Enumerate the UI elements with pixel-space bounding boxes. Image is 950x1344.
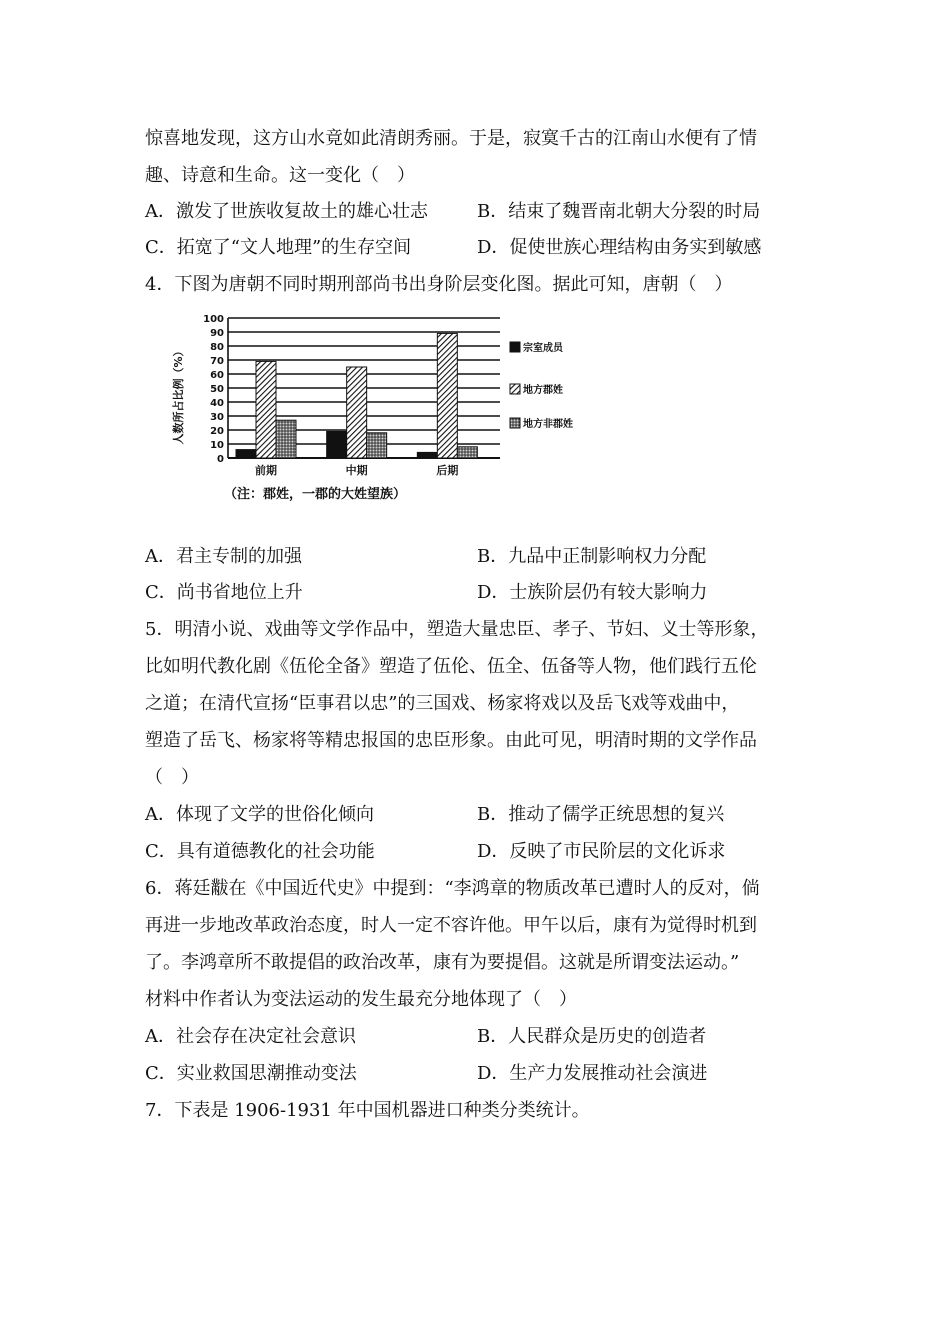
bar-1-0 xyxy=(327,431,347,458)
y-tick-label: 0 xyxy=(217,454,224,465)
q4-stem: 4．下图为唐朝不同时期刑部尚书出身阶层变化图。据此可知，唐朝（ ） xyxy=(145,274,733,295)
q6-option-a: A．社会存在决定社会意识 xyxy=(145,1026,356,1047)
q4-option-b: B．九品中正制影响权力分配 xyxy=(477,546,707,567)
q5-stem-line-3: 之道；在清代宣扬“臣事君以忠”的三国戏、杨家将戏以及岳飞戏等戏曲中， xyxy=(145,693,740,714)
q5-stem-line-2: 比如明代教化剧《伍伦全备》塑造了伍伦、伍全、伍备等人物，他们践行五伦 xyxy=(145,656,757,677)
bar-2-1 xyxy=(437,333,457,458)
y-tick-label: 30 xyxy=(210,412,224,423)
q6-stem-line-4: 材料中作者认为变法运动的发生最充分地体现了（ ） xyxy=(145,989,577,1010)
bar-2-0 xyxy=(417,452,437,458)
y-tick-label: 70 xyxy=(210,356,224,367)
legend-swatch xyxy=(510,418,520,428)
q6-option-b: B．人民群众是历史的创造者 xyxy=(477,1026,707,1047)
q5-option-b: B．推动了儒学正统思想的复兴 xyxy=(477,804,725,825)
legend-swatch xyxy=(510,342,520,352)
q3-option-b: B．结束了魏晋南北朝大分裂的时局 xyxy=(477,201,761,222)
bar-0-1 xyxy=(256,361,276,458)
q6-option-d: D．生产力发展推动社会演进 xyxy=(477,1063,708,1084)
q5-option-d: D．反映了市民阶层的文化诉求 xyxy=(477,841,726,862)
legend-label: 地方郡姓 xyxy=(523,385,563,396)
q4-option-a: A．君主专制的加强 xyxy=(145,546,302,567)
q3-stem-line-1: 惊喜地发现，这方山水竟如此清朗秀丽。于是，寂寞千古的江南山水便有了情 xyxy=(145,128,757,149)
chart-svg xyxy=(170,310,600,510)
q5-stem-line-5: （ ） xyxy=(145,767,199,788)
y-tick-label: 20 xyxy=(210,426,224,437)
q5-option-c: C．具有道德教化的社会功能 xyxy=(145,841,375,862)
y-tick-label: 90 xyxy=(210,328,224,339)
q6-option-c: C．实业救国思潮推动变法 xyxy=(145,1063,357,1084)
legend-label: 地方非郡姓 xyxy=(523,419,573,430)
x-tick-label: 中期 xyxy=(345,464,368,477)
x-tick-label: 后期 xyxy=(436,464,459,477)
q7-stem: 7．下表是 1906-1931 年中国机器进口种类分类统计。 xyxy=(145,1100,590,1121)
legend-swatch xyxy=(510,384,520,394)
q3-option-d: D．促使世族心理结构由务实到敏感 xyxy=(477,237,762,258)
q5-option-a: A．体现了文学的世俗化倾向 xyxy=(145,804,374,825)
q6-stem-line-2: 再进一步地改革政治态度，时人一定不容许他。甲午以后，康有为觉得时机到 xyxy=(145,915,757,936)
y-tick-label: 10 xyxy=(210,440,224,451)
q6-stem-line-1: 6．蒋廷黻在《中国近代史》中提到：“李鸿章的物质改革已遭时人的反对，倘 xyxy=(145,878,760,899)
q3-option-c: C．拓宽了“文人地理”的生存空间 xyxy=(145,237,412,258)
q6-stem-line-3: 了。李鸿章所不敢提倡的政治改革，康有为要提倡。这就是所谓变法运动。” xyxy=(145,952,740,973)
bar-0-0 xyxy=(236,450,256,458)
chart-note: （注：郡姓，一郡的大姓望族） xyxy=(223,487,407,502)
bar-0-2 xyxy=(276,420,296,458)
y-tick-label: 60 xyxy=(210,370,224,381)
y-tick-label: 100 xyxy=(203,314,224,325)
q3-stem-line-2: 趣、诗意和生命。这一变化（ ） xyxy=(145,165,415,186)
legend-label: 宗室成员 xyxy=(523,343,563,354)
y-axis-label: 人数所占比例（%） xyxy=(172,345,185,445)
bar-1-2 xyxy=(367,433,387,458)
q3-option-a: A．激发了世族收复故土的雄心壮志 xyxy=(145,201,428,222)
q4-option-c: C．尚书省地位上升 xyxy=(145,582,303,603)
bar-2-2 xyxy=(457,447,477,458)
y-tick-label: 80 xyxy=(210,342,224,353)
q5-stem-line-4: 塑造了岳飞、杨家将等精忠报国的忠臣形象。由此可见，明清时期的文学作品 xyxy=(145,730,757,751)
y-tick-label: 50 xyxy=(210,384,224,395)
q4-bar-chart xyxy=(170,310,600,510)
bar-1-1 xyxy=(347,367,367,458)
x-tick-label: 前期 xyxy=(255,464,277,477)
y-tick-label: 40 xyxy=(210,398,224,409)
q4-option-d: D．士族阶层仍有较大影响力 xyxy=(477,582,708,603)
q5-stem-line-1: 5．明清小说、戏曲等文学作品中，塑造大量忠臣、孝子、节妇、义士等形象， xyxy=(145,619,769,640)
